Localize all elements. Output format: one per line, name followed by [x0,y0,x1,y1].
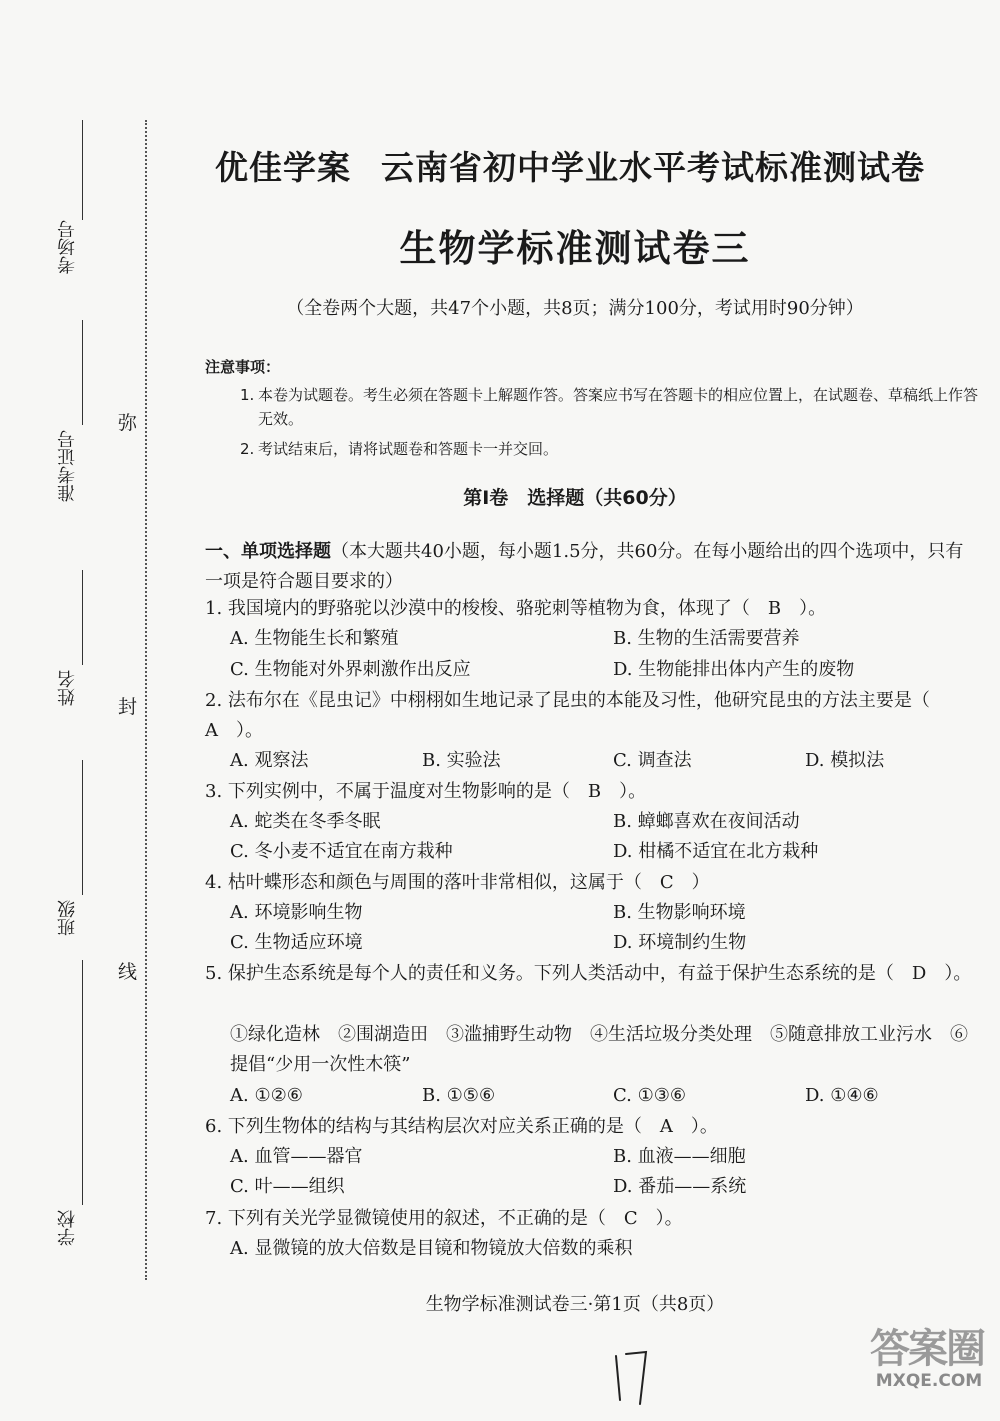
school-blank [82,960,83,1205]
question-6-option-b: B. 血液——细胞 [613,1146,746,1167]
question-6-stem: 6. 下列生物体的结构与其结构层次对应关系正确的是（ A ）。 [205,1116,718,1137]
question-7-option-a: A. 显微镜的放大倍数是目镜和物镜放大倍数的乘积 [230,1238,633,1259]
question-5-option-c: C. ①③⑥ [613,1085,686,1106]
exam-room-blank [82,120,83,220]
question-4-stem: 4. 枯叶蝶形态和颜色与周围的落叶非常相似，这属于（ C ） [205,872,710,893]
part-description: （本大题共40小题，每小题1.5分，共60分。在每小题给出的四个选项中，只有一项是符合题目要求的） [205,541,964,592]
question-4-option-d: D. 环境制约生物 [613,932,747,953]
admission-number-field [52,430,92,550]
question-6-option-c: C. 叶——组织 [230,1176,345,1197]
school-label: 学校 [57,1210,78,1246]
watermark-logo: 答案圈 [870,1326,984,1372]
question-1-stem: 1. 我国境内的野骆驼以沙漠中的梭梭、骆驼刺等植物为食，体现了（ B ）。 [205,598,827,619]
question-3-option-c: C. 冬小麦不适宜在南方栽种 [230,841,453,862]
question-1-option-a: A. 生物能生长和繁殖 [230,628,399,649]
notice-item-text: 考试结束后，请将试题卷和答题卡一并交回。 [258,440,559,458]
question-3-option-a: A. 蛇类在冬季冬眠 [230,811,381,832]
section-heading: 第Ⅰ卷 选择题（共60分） [463,487,687,509]
question-5-items: ①绿化造林 ②围湖造田 ③滥捕野生动物 ④生活垃圾分类处理 ⑤随意排放工业污水 ⑥提倡“少用一次性木筷” [230,1024,968,1075]
seal-dotted-line [145,120,147,1280]
question-6-option-a: A. 血管——器官 [230,1146,363,1167]
seal-char-mi: 弥 [118,412,138,434]
question-7-stem: 7. 下列有关光学显微镜使用的叙述，不正确的是（ C ）。 [205,1208,683,1229]
question-4-option-c: C. 生物适应环境 [230,932,363,953]
notice-item-1 [240,383,980,431]
notice-item-number: 1. [240,386,255,404]
question-2-stem: 2. 法布尔在《昆虫记》中栩栩如生地记录了昆虫的本能及习性，他研究昆虫的方法主要是（ A ）。 [205,690,948,741]
question-6-option-d: D. 番茄——系统 [613,1176,747,1197]
question-1-option-b: B. 生物的生活需要营养 [613,628,800,649]
notice-heading: 注意事项： [205,358,281,376]
part-title: 一、单项选择题 [205,541,331,562]
handwritten-mark [612,1348,652,1408]
question-5-option-d: D. ①④⑥ [805,1085,879,1106]
question-2-option-c: C. 调查法 [613,750,692,771]
class-label: 班级 [57,900,78,936]
notice-item-text: 本卷为试题卷。考生必须在答题卡上解题作答。答案应书写在答题卡的相应位置上，在试题卷、草稿纸上作答无效。 [258,386,979,428]
seal-char-feng: 封 [118,696,138,718]
exam-room-label: 考场号 [57,220,78,274]
school-field [52,1210,92,1270]
question-2-option-d: D. 模拟法 [805,750,885,771]
exam-room-field [52,200,92,310]
brand-name: 优佳学案 [215,148,351,187]
page-footer: 生物学标准测试卷三·第1页（共8页） [425,1294,725,1315]
class-blank [82,760,83,895]
admission-number-blank [82,320,83,425]
paper-title: 生物学标准测试卷三 [399,226,751,270]
notice-item-number: 2. [240,440,255,458]
watermark-url: MXQE.COM [875,1371,983,1391]
name-blank [82,570,83,665]
question-2-option-b: B. 实验法 [422,750,501,771]
series-name: 云南省初中学业水平考试标准测试卷 [381,148,925,187]
exam-series-title [215,142,975,189]
site-watermark [870,1317,988,1403]
question-3-option-b: B. 蟑螂喜欢在夜间活动 [613,811,800,832]
class-field [52,900,92,980]
notice-item-2 [240,437,980,461]
seal-char-xian: 线 [118,961,138,983]
admission-number-label: 准考证号 [57,430,78,502]
question-5-option-a: A. ①②⑥ [230,1085,303,1106]
name-label: 姓名 [57,670,78,706]
question-5-stem: 5. 保护生态系统是每个人的责任和义务。下列人类活动中，有益于保护生态系统的是（ D ）。 [205,963,972,984]
question-2-option-a: A. 观察法 [230,750,309,771]
question-3-stem: 3. 下列实例中，不属于温度对生物影响的是（ B ）。 [205,781,647,802]
name-field [52,670,92,750]
paper-subtitle: （全卷两个大题，共47个小题，共8页；满分100分，考试用时90分钟） [286,298,864,319]
part-heading [205,537,975,597]
question-4-option-a: A. 环境影响生物 [230,902,363,923]
question-3-option-d: D. 柑橘不适宜在北方栽种 [613,841,819,862]
question-5-option-b: B. ①⑤⑥ [422,1085,496,1106]
question-1-option-d: D. 生物能排出体内产生的废物 [613,659,855,680]
question-1-option-c: C. 生物能对外界刺激作出反应 [230,659,471,680]
question-4-option-b: B. 生物影响环境 [613,902,746,923]
